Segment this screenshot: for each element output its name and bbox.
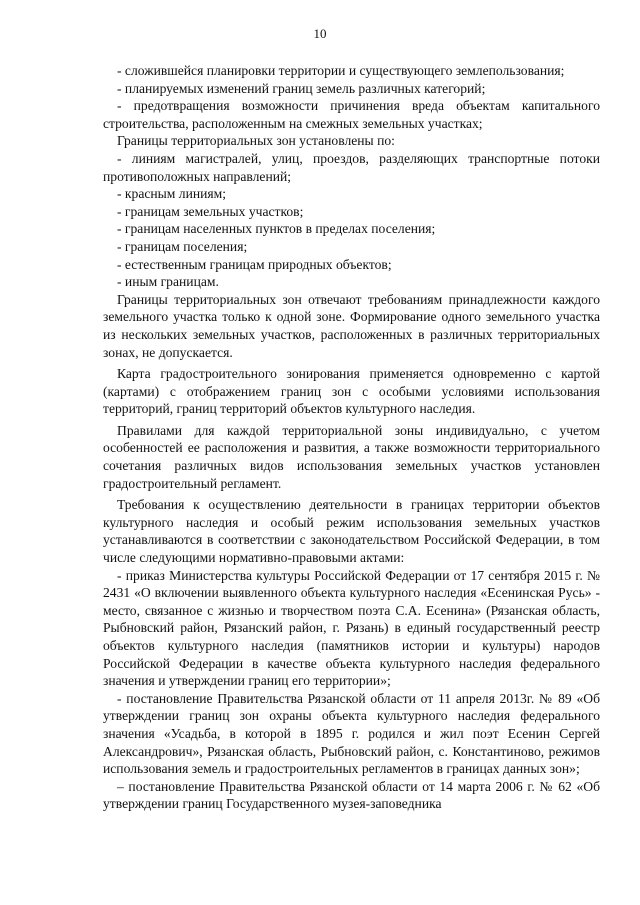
paragraph-15: Требования к осуществлению деятельности в границах территории объектов культурного наследия и особый режим использования земельных участков устанавливаются в соответствии с законодательством Российской Федерации, в том числе следующими нормативно-правовыми актами: [103,497,600,566]
paragraph-2: - планируемых изменений границ земель различных категорий; [117,80,486,96]
paragraph-12: Границы территориальных зон отвечают требованиям принадлежности каждого земельного участка только к одной зоне. Формирование одного земельного участка из нескольких земельных участков, расположенных в различных территориальных зонах, не допускается. [103,291,600,360]
paragraph-9: - границам поселения; [117,238,248,254]
paragraph-14: Правилами для каждой территориальной зоны индивидуально, с учетом особенностей ее расположения и развития, а также возможности территориального сочетания различных видов использования земельных участков установлен градостроительный регламент. [103,422,600,491]
paragraph-6: - красным линиям; [117,186,227,202]
paragraph-16: - приказ Министерства культуры Российской Федерации от 17 сентября 2015 г. № 2431 «О включении выявленного объекта культурного наследия «Есенинская Русь» - место, связанное с жизнью и творчеством поэта С.А. Есенина» (Рязанская область, Рыбновский район, Рязанский район, г. Рязань) в единый государственный реестр объектов культурного наследия (памятников истории и культуры) народов Российской Федерации в качестве объекта культурного наследия федерального значения и утверждении границ его территории»; [103,567,600,689]
paragraph-4: Границы территориальных зон установлены по: [117,133,395,149]
paragraph-7: - границам земельных участков; [117,203,304,219]
paragraph-3: - предотвращения возможности причинения вреда объектам капитального строительства, расположенным на смежных земельных участках; [103,98,600,131]
paragraph-5: - линиям магистралей, улиц, проездов, разделяющих транспортные потоки противоположных направлений; [103,150,600,184]
paragraph-8: - границам населенных пунктов в пределах поселения; [117,221,436,237]
paragraph-18: – постановление Правительства Рязанской области от 14 марта 2006 г. № 62 «Об утверждении границ Государственного музея-заповедника [103,778,600,812]
paragraph-1: - сложившейся планировки территории и существующего землепользования; [117,63,565,78]
document-body [103,62,600,813]
page-number: 10 [313,26,327,41]
paragraph-17: - постановление Правительства Рязанской области от 11 апреля 2013г. № 89 «Об утверждении границ зон охраны объекта культурного наследия федерального значения «Усадьба, в которой в 1895 г. родился и жил поэт Есенин Сергей Александрович», Рязанская область, Рыбновский район, с. Константиново, режимов использования земель и градостроительных регламентов в границах данных зон»; [103,690,600,777]
paragraph-13: Карта градостроительного зонирования применяется одновременно с картой (картами) с отображением границ зон с особыми условиями использования территорий, границ территорий объектов культурного наследия. [103,366,600,417]
paragraph-11: - иным границам. [117,274,219,290]
paragraph-10: - естественным границам природных объектов; [117,256,392,272]
